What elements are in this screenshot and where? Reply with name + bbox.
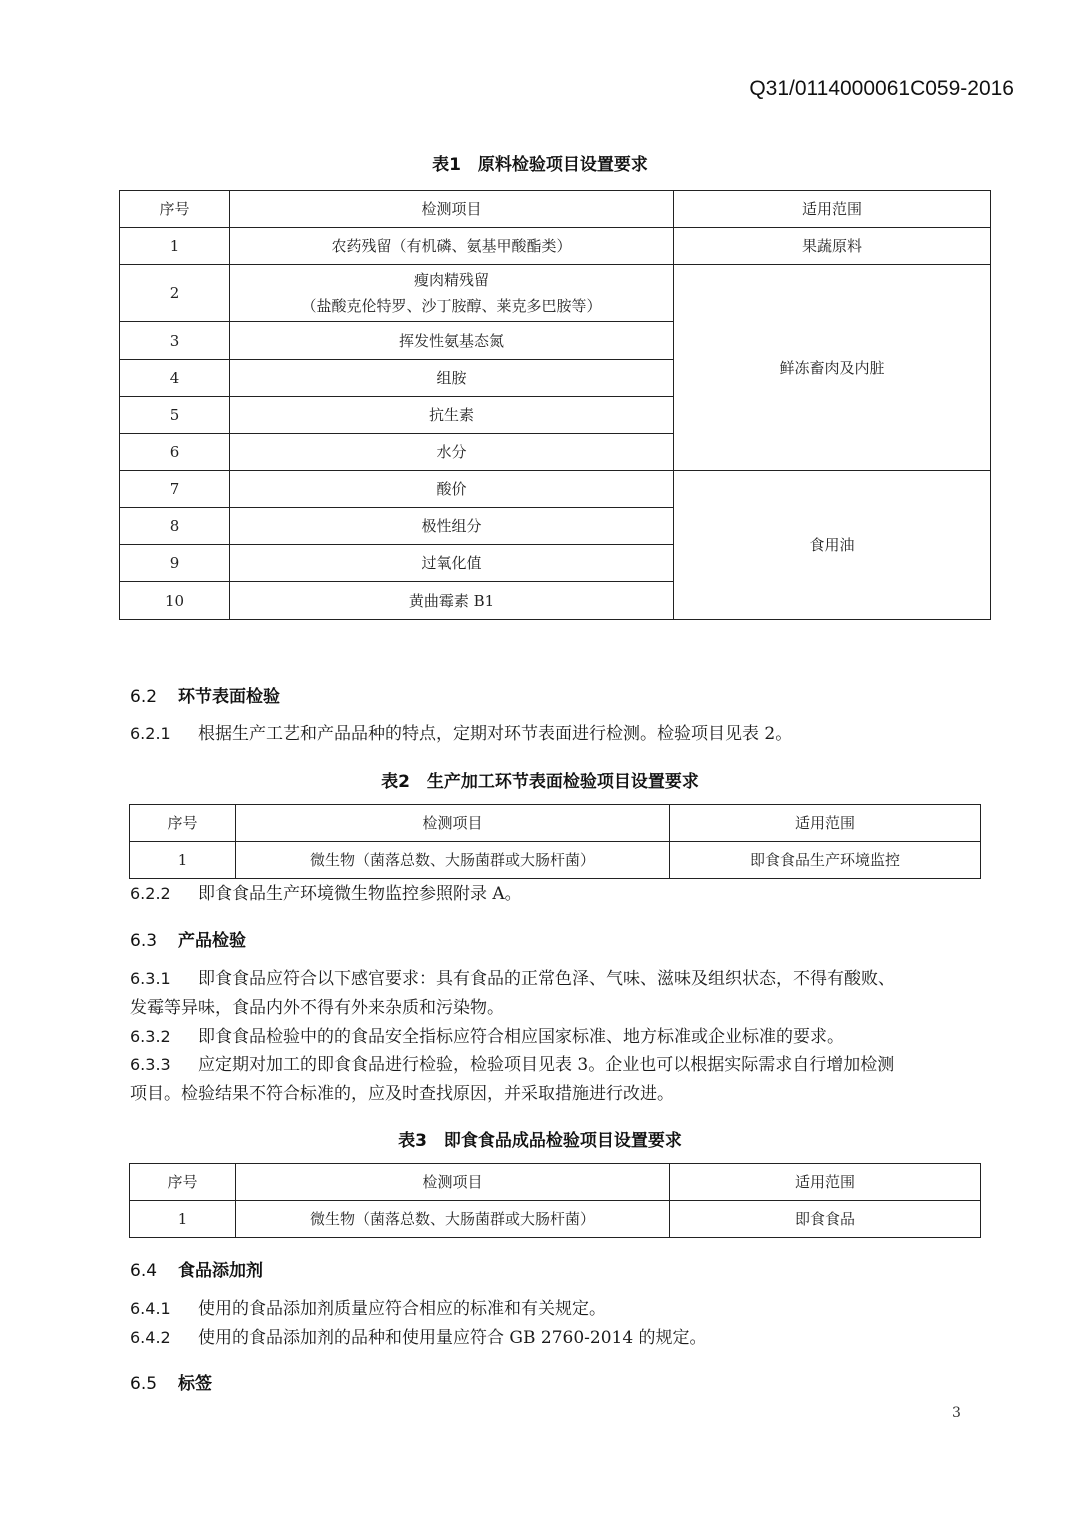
table-row <box>120 265 991 322</box>
table3 <box>129 1163 981 1238</box>
row-number: 1 <box>120 228 230 265</box>
clause-6-3-1 <box>130 964 980 1023</box>
clause-text: 即食食品检验中的的食品安全指标应符合相应国家标准、地方标准或企业标准的要求。 <box>198 1027 844 1047</box>
clause-number: 6.3.2 <box>130 1027 171 1046</box>
table1-header-scope: 适用范围 <box>674 191 991 228</box>
row-number: 1 <box>130 842 236 879</box>
clause-6-4-1 <box>130 1294 980 1324</box>
table-row <box>130 1201 981 1238</box>
clause-number: 6.2.1 <box>130 724 171 743</box>
row-number: 2 <box>120 265 230 322</box>
row-number: 9 <box>120 545 230 582</box>
row-number: 6 <box>120 434 230 471</box>
table2-caption: 表2 生产加工环节表面检验项目设置要求 <box>381 772 699 792</box>
clause-number: 6.4.2 <box>130 1328 171 1347</box>
standard-code: Q31/0114000061C059-2016 <box>749 77 1014 100</box>
table-row <box>120 228 991 265</box>
section-number: 6.4 <box>130 1261 158 1281</box>
section-number: 6.2 <box>130 687 158 707</box>
clause-text: 应定期对加工的即食食品进行检验，检验项目见表 3。企业也可以根据实际需求自行增加检测 <box>198 1055 895 1075</box>
clause-number: 6.3.1 <box>130 969 171 988</box>
row-number: 1 <box>130 1201 236 1238</box>
test-item: 挥发性氨基态氮 <box>230 322 674 360</box>
clause-number: 6.3.3 <box>130 1055 171 1074</box>
section-title: 食品添加剂 <box>178 1261 263 1281</box>
scope: 果蔬原料 <box>674 228 991 265</box>
page-number: 3 <box>952 1405 961 1421</box>
clause-text: 即食食品生产环境微生物监控参照附录 A。 <box>198 884 522 904</box>
clause-6-3-2 <box>130 1022 980 1052</box>
scope: 食用油 <box>674 471 991 620</box>
row-number: 5 <box>120 397 230 434</box>
clause-text: 项目。检验结果不符合标准的，应及时查找原因，并采取措施进行改进。 <box>130 1084 674 1104</box>
test-item-line: 瘦肉精残留 <box>413 271 489 289</box>
test-item: 组胺 <box>230 360 674 397</box>
clause-6-2-2 <box>130 879 980 909</box>
table-row <box>130 842 981 879</box>
table2-header-no: 序号 <box>130 805 236 842</box>
table1 <box>119 190 991 620</box>
row-number: 10 <box>120 582 230 620</box>
table2 <box>129 804 981 879</box>
table3-header-scope: 适用范围 <box>670 1164 981 1201</box>
row-number: 4 <box>120 360 230 397</box>
section-6-4-heading <box>130 1256 263 1281</box>
clause-number: 6.2.2 <box>130 884 171 903</box>
test-item: 微生物（菌落总数、大肠菌群或大肠杆菌） <box>236 842 670 879</box>
row-number: 3 <box>120 322 230 360</box>
section-6-3-heading <box>130 926 246 951</box>
section-title: 环节表面检验 <box>178 687 280 707</box>
clause-text: 使用的食品添加剂质量应符合相应的标准和有关规定。 <box>198 1299 606 1319</box>
test-item: 抗生素 <box>230 397 674 434</box>
test-item: 极性组分 <box>230 508 674 545</box>
scope: 即食食品生产环境监控 <box>670 842 981 879</box>
table3-header-no: 序号 <box>130 1164 236 1201</box>
clause-6-3-3 <box>130 1050 980 1109</box>
test-item <box>230 265 674 322</box>
test-item: 微生物（菌落总数、大肠菌群或大肠杆菌） <box>236 1201 670 1238</box>
section-number: 6.5 <box>130 1374 158 1394</box>
test-item: 酸价 <box>230 471 674 508</box>
section-6-2-heading <box>130 682 280 707</box>
table2-header-scope: 适用范围 <box>670 805 981 842</box>
section-title: 产品检验 <box>178 931 246 951</box>
clause-text: 根据生产工艺和产品品种的特点，定期对环节表面进行检测。检验项目见表 2。 <box>198 724 793 744</box>
table1-caption: 表1 原料检验项目设置要求 <box>432 155 648 175</box>
test-item-line: （盐酸克伦特罗、沙丁胺醇、莱克多巴胺等） <box>301 297 602 315</box>
test-item: 农药残留（有机磷、氨基甲酸酯类） <box>230 228 674 265</box>
row-number: 8 <box>120 508 230 545</box>
table1-header-item: 检测项目 <box>230 191 674 228</box>
section-number: 6.3 <box>130 931 158 951</box>
clause-text: 发霉等异味，食品内外不得有外来杂质和污染物。 <box>130 998 504 1018</box>
clause-6-4-2 <box>130 1323 980 1353</box>
section-title: 标签 <box>178 1374 212 1394</box>
section-6-5-heading <box>130 1369 212 1394</box>
scope: 即食食品 <box>670 1201 981 1238</box>
table3-header-item: 检测项目 <box>236 1164 670 1201</box>
clause-text: 使用的食品添加剂的品种和使用量应符合 GB 2760-2014 的规定。 <box>198 1328 707 1348</box>
table2-header-item: 检测项目 <box>236 805 670 842</box>
clause-text: 即食食品应符合以下感官要求：具有食品的正常色泽、气味、滋味及组织状态，不得有酸败、 <box>198 969 895 989</box>
table1-header-no: 序号 <box>120 191 230 228</box>
test-item: 水分 <box>230 434 674 471</box>
scope: 鲜冻畜肉及内脏 <box>674 265 991 471</box>
table3-caption: 表3 即食食品成品检验项目设置要求 <box>398 1131 682 1151</box>
table-row <box>120 471 991 508</box>
clause-6-2-1 <box>130 719 980 749</box>
clause-number: 6.4.1 <box>130 1299 171 1318</box>
test-item: 黄曲霉素 B1 <box>230 582 674 620</box>
row-number: 7 <box>120 471 230 508</box>
test-item: 过氧化值 <box>230 545 674 582</box>
